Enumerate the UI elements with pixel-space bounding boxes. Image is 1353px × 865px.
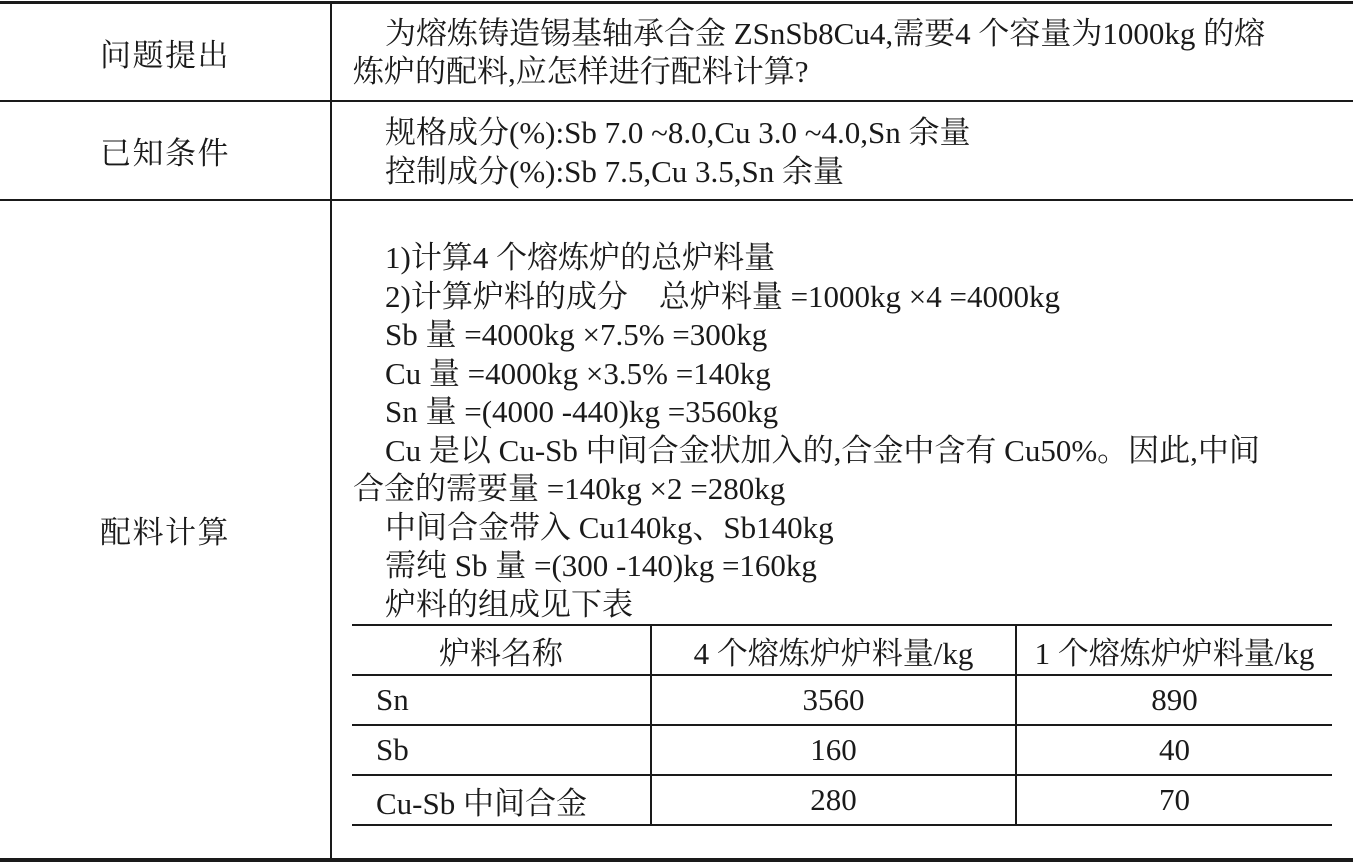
calc-step-line: 炉料的组成见下表 xyxy=(385,586,633,622)
calc-step-line: 中间合金带入 Cu140kg、Sb140kg xyxy=(385,509,834,545)
charge-name-cell: Sb xyxy=(352,725,651,775)
header-one-furnace: 1 个熔炼炉炉料量/kg xyxy=(1016,625,1332,675)
problem-label: 问题提出 xyxy=(100,37,230,73)
sheet-bottom-rule xyxy=(0,858,1353,862)
four-furnaces-cell: 160 xyxy=(651,725,1016,775)
table-row xyxy=(352,675,1332,725)
known-conditions-content xyxy=(332,102,1332,199)
calc-step-line: 合金的需要量 =140kg ×2 =280kg xyxy=(353,471,786,506)
calc-step-line: Sb 量 =4000kg ×7.5% =300kg xyxy=(385,317,768,352)
table-row xyxy=(352,725,1332,775)
header-charge-name: 炉料名称 xyxy=(352,625,651,675)
charge-name-cell: Cu-Sb 中间合金 xyxy=(352,775,651,825)
calc-step-line: Cu 是以 Cu-Sb 中间合金状加入的,合金中含有 Cu50%。因此,中间 xyxy=(385,432,1260,468)
one-furnace-cell: 70 xyxy=(1016,775,1332,825)
calc-step-line: 2)计算炉料的成分 总炉料量 =1000kg ×4 =4000kg xyxy=(385,278,1061,314)
calc-step-line: 1)计算4 个熔炼炉的总炉料量 xyxy=(385,240,776,275)
one-furnace-cell: 40 xyxy=(1016,725,1332,775)
calc-step-line: Cu 量 =4000kg ×3.5% =140kg xyxy=(385,355,771,391)
row-calculation xyxy=(0,201,1353,858)
calc-step-line: Sn 量 =(4000 -440)kg =3560kg xyxy=(385,394,779,429)
four-furnaces-cell: 3560 xyxy=(651,675,1016,725)
calc-step-line: 需纯 Sb 量 =(300 -140)kg =160kg xyxy=(385,548,817,583)
one-furnace-cell: 890 xyxy=(1016,675,1332,725)
header-four-furnaces: 4 个熔炼炉炉料量/kg xyxy=(651,625,1016,675)
problem-text-line: 为熔炼铸造锡基轴承合金 ZSnSb8Cu4,需要4 个容量为1000kg 的熔 xyxy=(385,16,1266,51)
problem-text-line: 炼炉的配料,应怎样进行配料计算? xyxy=(353,54,809,89)
charge-name-cell: Sn xyxy=(352,675,651,725)
spec-composition-line: 规格成分(%):Sb 7.0 ~8.0,Cu 3.0 ~4.0,Sn 余量 xyxy=(385,115,971,150)
problem-content xyxy=(332,4,1332,100)
known-conditions-label: 已知条件 xyxy=(100,136,230,171)
row-problem xyxy=(0,4,1353,100)
calculation-label: 配料计算 xyxy=(100,515,230,550)
control-composition-line: 控制成分(%):Sb 7.5,Cu 3.5,Sn 余量 xyxy=(385,154,844,189)
four-furnaces-cell: 280 xyxy=(651,775,1016,825)
table-header-row xyxy=(352,625,1332,675)
table-row xyxy=(352,775,1332,825)
row-known-conditions xyxy=(0,102,1353,199)
charge-composition-table xyxy=(352,624,1332,826)
calculation-content xyxy=(332,201,1332,858)
